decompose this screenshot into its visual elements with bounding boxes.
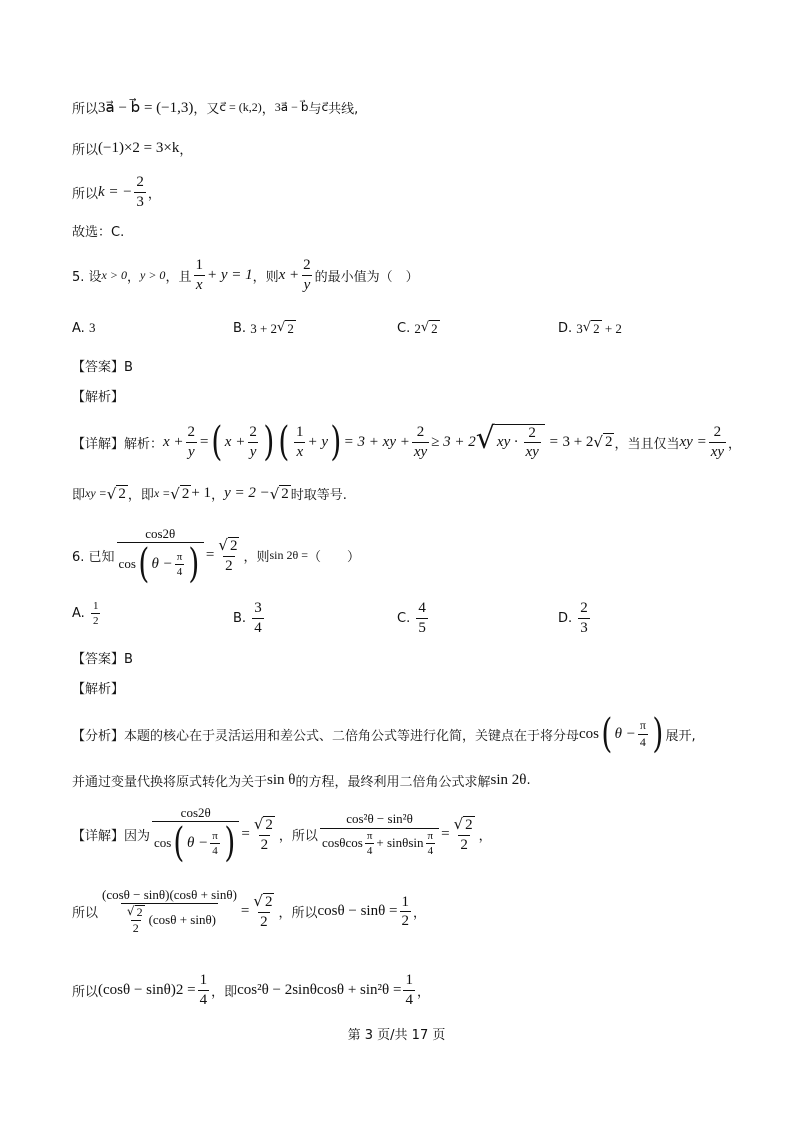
sqrt <box>421 320 440 337</box>
fraction <box>301 257 313 293</box>
text: 的最小值为（ ） <box>314 269 419 285</box>
radicand: 2 <box>431 321 438 336</box>
radical-icon: √ <box>170 484 180 503</box>
math-expression: cos <box>579 725 600 742</box>
detail-label: 【详解】解析： <box>72 436 164 452</box>
math-expression: (−1)×2 = 3×k <box>98 140 180 156</box>
text: ， <box>478 829 492 845</box>
sqrt <box>583 320 602 337</box>
option-a[interactable] <box>72 600 102 627</box>
question-number: 6. 已知 <box>72 550 115 566</box>
numerator: cos2θ <box>145 526 176 541</box>
math-expression: sin 2θ = <box>269 548 308 563</box>
math-expression: cosθ − sinθ = <box>317 903 398 920</box>
solution-line-3 <box>72 174 161 210</box>
math-expression: = <box>205 547 215 564</box>
denominator: y <box>303 276 311 293</box>
text: 所以 <box>72 102 99 117</box>
math-expression: xy = <box>85 486 107 500</box>
text: ，即 <box>127 488 154 503</box>
text: ， <box>416 984 430 1000</box>
option-label: A. <box>72 606 85 622</box>
text: ，当且仅当 <box>614 436 680 452</box>
text: 与 <box>308 102 322 117</box>
math-expression: xy = <box>679 433 707 450</box>
text: 并通过变量代换将原式转化为关于 <box>72 775 268 790</box>
text: 即 <box>72 488 86 503</box>
text: ， <box>211 488 225 503</box>
text: 所以 <box>72 186 99 202</box>
analysis-label: 【解析】 <box>72 390 125 405</box>
text: 展开, <box>665 728 696 744</box>
sqrt <box>170 485 191 503</box>
radical-icon: √ <box>453 815 464 834</box>
math-expression: y > 0 <box>140 267 166 282</box>
fraction: cos2θ cos ( θ − $\frac{\pi}{4}$ ) <box>152 806 239 863</box>
text: ，所以 <box>278 906 318 922</box>
option-label: B. <box>233 610 247 626</box>
fraction <box>193 257 205 293</box>
text: ，则 <box>252 269 279 285</box>
option-label: D. <box>558 321 573 336</box>
radical-icon: √ <box>277 320 286 335</box>
radical-icon: √ <box>420 320 430 335</box>
text: ，所以 <box>278 829 318 845</box>
math-expression: y = 2 − <box>224 485 270 501</box>
radicand: 2 <box>604 434 613 450</box>
text: ， <box>126 269 140 285</box>
option-d[interactable] <box>558 320 622 337</box>
math-expression: = <box>187 981 196 998</box>
math-expression: x + <box>278 266 300 283</box>
option-a[interactable] <box>72 320 95 336</box>
sqrt <box>277 320 296 337</box>
math-expression: x = <box>153 486 171 500</box>
text: ， <box>179 143 193 158</box>
text: （ ） <box>308 550 361 566</box>
fraction <box>117 526 204 588</box>
radical-icon: √ <box>582 320 592 335</box>
text: ， <box>728 436 742 452</box>
text: ，即 <box>211 984 238 1000</box>
text: 所以 <box>72 906 99 922</box>
text: 所以 <box>72 143 99 158</box>
option-c[interactable] <box>397 320 440 337</box>
math-expression: sin θ <box>267 772 296 788</box>
radical-icon: √ <box>593 433 603 451</box>
denominator: cos ( θ − $\frac{\pi}{4}$ ) <box>117 542 204 584</box>
numerator: 2 <box>136 174 144 190</box>
math-expression: 3a⃗ − b⃗ <box>274 100 309 114</box>
analysis-label: 【解析】 <box>72 682 125 697</box>
option-value: 3 <box>88 320 96 335</box>
text: ，则 <box>243 550 270 566</box>
solution-line-1 <box>72 98 358 117</box>
radical-icon: √ <box>253 815 264 834</box>
text: ，又 <box>193 102 220 117</box>
solution-line-2 <box>72 139 192 158</box>
option-c[interactable] <box>397 600 430 636</box>
option-label: C. <box>397 321 411 336</box>
page-footer: 第 3 页/共 17 页 <box>347 1028 446 1043</box>
radical-icon: √ <box>106 484 117 503</box>
question-5 <box>72 257 419 293</box>
denominator: x <box>195 276 203 293</box>
option-value: 3 <box>576 320 583 336</box>
math-expression: 3 + 2 <box>562 433 594 450</box>
fraction: $\frac{2}{y}$ <box>187 424 196 460</box>
radicand: 2 <box>181 485 190 502</box>
text: ， <box>147 186 161 202</box>
q5-detail: 【详解】解析： x + $\frac{2}{y}$ = ( x + $\frac{2}{y}$ ) ( $\frac{1}{x}$ + y ) = 3 + xy + $\frac{2}{xy}$ ≥ 3 + 2 √ xy · $\frac{2}{xy}$ = 3 + 2 √ 2 ，当且仅当 xy = $\frac{2}{xy}$ ， <box>72 419 742 465</box>
radicand: 2 <box>287 321 294 336</box>
text: . <box>526 773 531 788</box>
sqrt <box>270 485 291 503</box>
math-expression: sin 2θ <box>490 772 527 788</box>
option-b[interactable] <box>233 600 266 636</box>
option-d[interactable] <box>558 600 592 636</box>
question-6 <box>72 526 361 588</box>
q6-fenxi: 【分析】本题的核心在于灵活运用和差公式、二倍角公式等进行化简，关键点在于将分母 cos ( θ − $\frac{\pi}{4}$ ) 展开, <box>72 711 696 757</box>
option-label: A. <box>72 320 85 336</box>
radical-icon: √ <box>253 892 263 911</box>
sqrt <box>593 433 614 451</box>
option-value: + 2 <box>604 320 622 336</box>
text: 共线, <box>328 102 359 117</box>
radicand: 2 <box>118 485 126 502</box>
fraction: (cosθ − sinθ)(cosθ + sinθ) √ 2 2 (cosθ + sinθ) <box>102 887 237 936</box>
option-label: D. <box>558 610 573 626</box>
detail-label: 【详解】因为 <box>72 829 151 845</box>
solution-line-4: 故选：C. <box>72 225 125 240</box>
text: ，且 <box>165 269 192 285</box>
math-expression: 3a⃗ − b⃗ = (−1,3) <box>98 100 194 116</box>
answer-label: 【答案】B <box>72 360 133 375</box>
radical-icon: √ <box>126 904 135 919</box>
denominator: 3 <box>136 193 144 210</box>
option-label: B. <box>233 321 247 336</box>
fraction: √ 2 2 <box>218 536 238 574</box>
q6-detail-3: 所以 (cosθ − sinθ) 2 = $\frac{1}{4}$ ，即 cos²θ − 2sinθcosθ + sin²θ = $\frac{1}{4}$ ， <box>72 972 430 1008</box>
option-value: 3 + 2 <box>250 320 278 336</box>
math-expression: (cosθ − sinθ) <box>98 981 176 998</box>
math-expression: cos²θ − 2sinθcosθ + sin²θ = <box>237 981 402 998</box>
fraction <box>134 174 146 210</box>
radicand: 2 <box>281 485 289 502</box>
math-expression: k = − <box>98 183 133 200</box>
numerator: 2 <box>303 257 311 273</box>
fraction: $\frac{2}{3}$ <box>580 600 588 636</box>
numerator: 1 <box>195 257 203 273</box>
exponent: 2 <box>175 981 184 998</box>
option-value: 2 <box>414 320 421 336</box>
math-expression: x > 0 <box>101 267 127 282</box>
text: ， <box>413 906 427 922</box>
q6-fenxi-2 <box>72 771 531 790</box>
math-expression: c⃗ = (k,2) <box>219 100 262 114</box>
fraction: $\frac{4}{5}$ <box>418 600 426 636</box>
sqrt: √ xy · $\frac{2}{xy}$ <box>476 424 545 461</box>
q5-detail-line-2 <box>72 484 347 503</box>
answer-label: 【答案】B <box>72 652 133 667</box>
text: 所以 <box>72 984 99 1000</box>
radical-icon: √ <box>475 420 495 456</box>
question-number: 5. 设 <box>72 269 102 285</box>
math-expression: c⃗ <box>321 100 329 114</box>
fraction: $\frac{3}{4}$ <box>254 600 262 636</box>
radical-icon: √ <box>218 536 228 555</box>
fraction: $\frac{1}{2}$ <box>92 600 99 628</box>
sqrt <box>107 485 128 503</box>
option-b[interactable] <box>233 320 296 337</box>
radicand: 2 <box>593 321 600 336</box>
text: ， <box>261 102 275 117</box>
text: 【分析】本题的核心在于灵活运用和差公式、二倍角公式等进行化简，关键点在于将分母 <box>72 728 580 744</box>
option-label: C. <box>397 610 411 626</box>
q6-detail-1: 【详解】因为 cos2θ cos ( θ − $\frac{\pi}{4}$ ) = √ 2 2 ，所以 cos²θ − sin²θ cosθcos $\frac{\pi}{4}$ + sinθsin $\frac{\pi}{4}$ = √ 2 2 ， <box>72 805 492 867</box>
math-expression: + 1 <box>191 485 212 501</box>
text: 时取等号. <box>290 488 347 503</box>
math-expression: + y = 1 <box>206 266 253 283</box>
fraction: cos²θ − sin²θ cosθcos $\frac{\pi}{4}$ + sinθsin $\frac{\pi}{4}$ <box>320 812 439 856</box>
text: 的方程，最终利用二倍角公式求解 <box>295 775 491 790</box>
radical-icon: √ <box>269 484 280 503</box>
q6-detail-2: 所以 (cosθ − sinθ)(cosθ + sinθ) √ 2 2 (cosθ + sinθ) = √ 2 2 ，所以 cosθ − sinθ = $\frac{1}{2}$ ， <box>72 887 427 936</box>
